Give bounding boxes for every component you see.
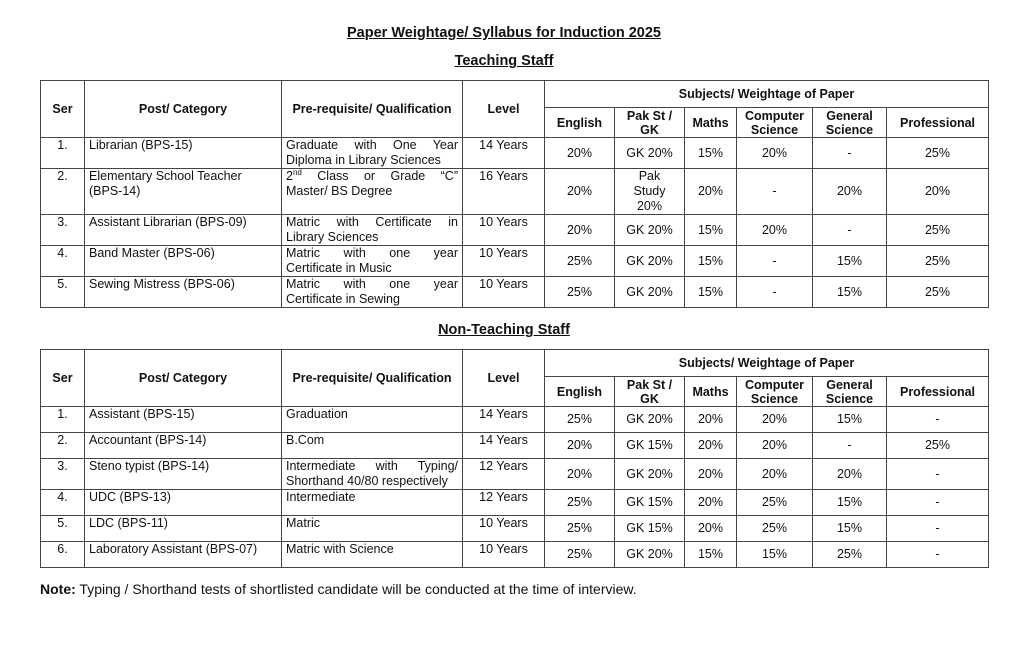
note-text: Typing / Shorthand tests of shortlisted candidate will be conducted at the time of interview. — [75, 581, 637, 597]
cell-post: Elementary School Teacher (BPS-14) — [85, 169, 282, 215]
header-professional: Professional — [887, 377, 989, 407]
cell-general-science: - — [813, 138, 887, 169]
cell-level: 14 Years — [463, 407, 545, 433]
cell-qualification: Intermediate with Typing/ Shorthand 40/80 respectively — [282, 459, 463, 490]
cell-maths: 15% — [685, 277, 737, 308]
document-title: Paper Weightage/ Syllabus for Induction 2025 — [347, 25, 661, 41]
cell-qualification: Matric — [282, 516, 463, 542]
cell-computer-science: 25% — [737, 516, 813, 542]
cell-ser: 2. — [41, 169, 85, 215]
header-ser: Ser — [41, 81, 85, 138]
cell-computer-science: - — [737, 277, 813, 308]
table-row — [41, 516, 989, 542]
cell-qualification: Matric with one year Certificate in Sewing — [282, 277, 463, 308]
cell-ser: 2. — [41, 433, 85, 459]
cell-professional: 25% — [887, 433, 989, 459]
cell-english: 25% — [545, 277, 615, 308]
cell-level: 10 Years — [463, 542, 545, 568]
cell-general-science: 15% — [813, 407, 887, 433]
cell-english: 25% — [545, 407, 615, 433]
table-row — [41, 433, 989, 459]
cell-ser: 1. — [41, 138, 85, 169]
teaching-staff-table — [40, 80, 989, 308]
cell-pakst-gk: GK 20% — [615, 407, 685, 433]
cell-post: Assistant (BPS-15) — [85, 407, 282, 433]
cell-pakst-gk: GK 15% — [615, 490, 685, 516]
cell-english: 20% — [545, 433, 615, 459]
cell-qualification: Intermediate — [282, 490, 463, 516]
header-pakst-gk: Pak St / GK — [615, 108, 685, 138]
cell-ser: 5. — [41, 277, 85, 308]
cell-pakst-gk: Pak Study 20% — [615, 169, 685, 215]
cell-ser: 3. — [41, 215, 85, 246]
cell-maths: 20% — [685, 459, 737, 490]
table-row — [41, 459, 989, 490]
footer-note — [40, 581, 637, 597]
cell-maths: 15% — [685, 215, 737, 246]
cell-professional: 25% — [887, 138, 989, 169]
cell-post: Band Master (BPS-06) — [85, 246, 282, 277]
cell-pakst-gk: GK 20% — [615, 542, 685, 568]
cell-computer-science: - — [737, 246, 813, 277]
cell-general-science: 25% — [813, 542, 887, 568]
non-teaching-staff-heading: Non-Teaching Staff — [438, 322, 570, 338]
table-row — [41, 277, 989, 308]
non-teaching-staff-table — [40, 349, 989, 568]
cell-post: Accountant (BPS-14) — [85, 433, 282, 459]
cell-english: 25% — [545, 246, 615, 277]
cell-post: Laboratory Assistant (BPS-07) — [85, 542, 282, 568]
cell-professional: 25% — [887, 215, 989, 246]
cell-level: 16 Years — [463, 169, 545, 215]
cell-general-science: 15% — [813, 490, 887, 516]
note-label: Note: — [40, 581, 76, 597]
cell-level: 10 Years — [463, 246, 545, 277]
table-row — [41, 542, 989, 568]
cell-general-science: 15% — [813, 277, 887, 308]
cell-ser: 6. — [41, 542, 85, 568]
cell-professional: - — [887, 490, 989, 516]
cell-qualification: 2nd Class or Grade “C” Master/ BS Degree — [282, 169, 463, 215]
cell-pakst-gk: GK 20% — [615, 246, 685, 277]
header-subjects-group: Subjects/ Weightage of Paper — [545, 81, 989, 108]
cell-english: 20% — [545, 459, 615, 490]
header-maths: Maths — [685, 377, 737, 407]
cell-professional: 25% — [887, 277, 989, 308]
cell-general-science: - — [813, 215, 887, 246]
cell-maths: 20% — [685, 490, 737, 516]
header-english: English — [545, 108, 615, 138]
cell-english: 20% — [545, 215, 615, 246]
cell-level: 10 Years — [463, 516, 545, 542]
teaching-staff-heading: Teaching Staff — [454, 53, 554, 69]
cell-general-science: 15% — [813, 516, 887, 542]
cell-ser: 1. — [41, 407, 85, 433]
cell-general-science: 20% — [813, 459, 887, 490]
header-post: Post/ Category — [85, 81, 282, 138]
cell-professional: 20% — [887, 169, 989, 215]
cell-maths: 15% — [685, 542, 737, 568]
cell-computer-science: 20% — [737, 433, 813, 459]
cell-qualification: Matric with Science — [282, 542, 463, 568]
header-general-science: General Science — [813, 377, 887, 407]
header-level: Level — [463, 350, 545, 407]
table-row — [41, 407, 989, 433]
cell-level: 12 Years — [463, 459, 545, 490]
cell-computer-science: 15% — [737, 542, 813, 568]
cell-maths: 20% — [685, 169, 737, 215]
cell-post: Steno typist (BPS-14) — [85, 459, 282, 490]
header-general-science: General Science — [813, 108, 887, 138]
header-computer-science: Computer Science — [737, 377, 813, 407]
cell-ser: 4. — [41, 490, 85, 516]
cell-english: 20% — [545, 138, 615, 169]
cell-professional: - — [887, 407, 989, 433]
header-subjects-group: Subjects/ Weightage of Paper — [545, 350, 989, 377]
cell-pakst-gk: GK 20% — [615, 215, 685, 246]
cell-professional: - — [887, 459, 989, 490]
cell-qualification: B.Com — [282, 433, 463, 459]
table-row — [41, 169, 989, 215]
header-qualification: Pre-requisite/ Qualification — [282, 350, 463, 407]
cell-pakst-gk: GK 15% — [615, 516, 685, 542]
cell-pakst-gk: GK 20% — [615, 459, 685, 490]
header-professional: Professional — [887, 108, 989, 138]
cell-post: Librarian (BPS-15) — [85, 138, 282, 169]
cell-professional: - — [887, 542, 989, 568]
header-computer-science: Computer Science — [737, 108, 813, 138]
cell-maths: 15% — [685, 246, 737, 277]
cell-computer-science: 20% — [737, 138, 813, 169]
cell-post: UDC (BPS-13) — [85, 490, 282, 516]
cell-ser: 3. — [41, 459, 85, 490]
cell-qualification: Matric with one year Certificate in Music — [282, 246, 463, 277]
header-maths: Maths — [685, 108, 737, 138]
header-ser: Ser — [41, 350, 85, 407]
cell-post: LDC (BPS-11) — [85, 516, 282, 542]
table-row — [41, 246, 989, 277]
cell-general-science: 15% — [813, 246, 887, 277]
cell-post: Sewing Mistress (BPS-06) — [85, 277, 282, 308]
cell-ser: 4. — [41, 246, 85, 277]
cell-maths: 20% — [685, 516, 737, 542]
header-qualification: Pre-requisite/ Qualification — [282, 81, 463, 138]
cell-qualification: Graduate with One Year Diploma in Library Sciences — [282, 138, 463, 169]
cell-level: 10 Years — [463, 277, 545, 308]
cell-english: 25% — [545, 490, 615, 516]
cell-computer-science: 25% — [737, 490, 813, 516]
table-row — [41, 490, 989, 516]
cell-english: 25% — [545, 516, 615, 542]
cell-english: 20% — [545, 169, 615, 215]
cell-level: 12 Years — [463, 490, 545, 516]
cell-computer-science: 20% — [737, 459, 813, 490]
cell-computer-science: - — [737, 169, 813, 215]
cell-qualification: Matric with Certificate in Library Sciences — [282, 215, 463, 246]
cell-post: Assistant Librarian (BPS-09) — [85, 215, 282, 246]
cell-ser: 5. — [41, 516, 85, 542]
table-row — [41, 138, 989, 169]
header-post: Post/ Category — [85, 350, 282, 407]
cell-maths: 20% — [685, 407, 737, 433]
cell-general-science: 20% — [813, 169, 887, 215]
cell-pakst-gk: GK 20% — [615, 277, 685, 308]
cell-level: 10 Years — [463, 215, 545, 246]
cell-level: 14 Years — [463, 138, 545, 169]
cell-computer-science: 20% — [737, 407, 813, 433]
cell-pakst-gk: GK 15% — [615, 433, 685, 459]
cell-computer-science: 20% — [737, 215, 813, 246]
cell-professional: 25% — [887, 246, 989, 277]
header-english: English — [545, 377, 615, 407]
cell-english: 25% — [545, 542, 615, 568]
cell-level: 14 Years — [463, 433, 545, 459]
cell-general-science: - — [813, 433, 887, 459]
table-row — [41, 215, 989, 246]
cell-maths: 15% — [685, 138, 737, 169]
header-level: Level — [463, 81, 545, 138]
header-pakst-gk: Pak St / GK — [615, 377, 685, 407]
cell-professional: - — [887, 516, 989, 542]
cell-qualification: Graduation — [282, 407, 463, 433]
cell-pakst-gk: GK 20% — [615, 138, 685, 169]
cell-maths: 20% — [685, 433, 737, 459]
